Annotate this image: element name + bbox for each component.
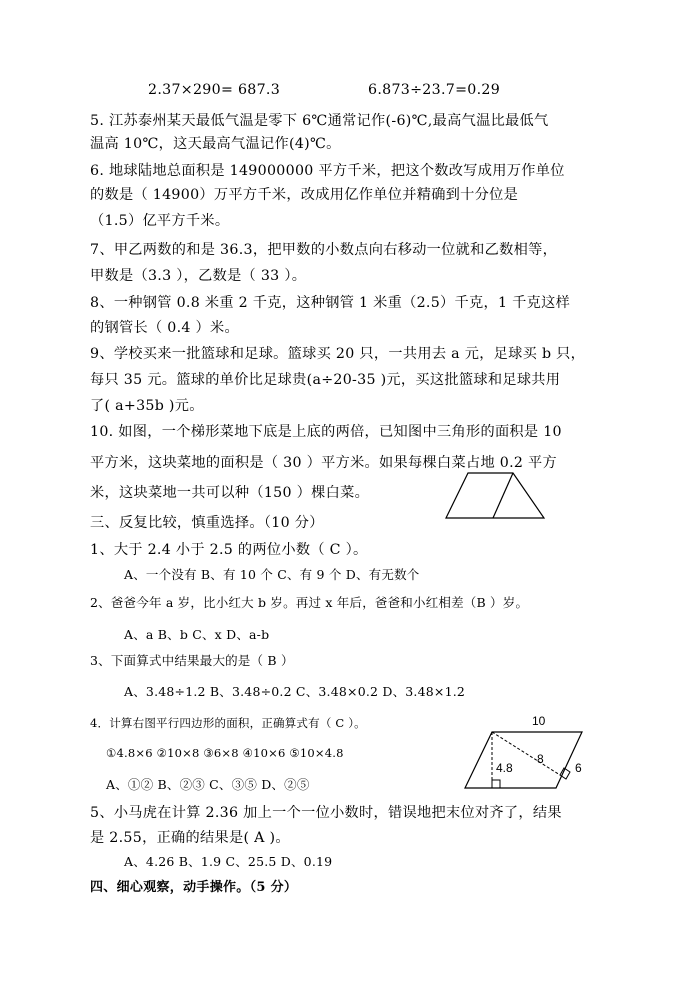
choice-q4-formulas: ①4.8×6 ②10×8 ③6×8 ④10×6 ⑤10×4.8	[106, 746, 344, 760]
choice-q2-options: A、a B、b C、x D、a-b	[124, 627, 270, 642]
parallelogram-top-label: 10	[532, 714, 546, 728]
choice-q1-options: A、一个没有 B、有 10 个 C、有 9 个 D、有无数个	[124, 567, 420, 582]
question-9-line-3: 了( a+35b )元。	[90, 398, 204, 414]
parallelogram-height-label: 4.8	[496, 761, 513, 775]
question-8-line-2: 的钢管长（ 0.4 ）米。	[90, 320, 239, 336]
section-3-heading: 三、反复比较，慎重选择。（10 分）	[90, 515, 324, 531]
question-6-line-3: （1.5）亿平方千米。	[90, 213, 230, 229]
calc-line-2: 6.873÷23.7=0.29	[368, 82, 501, 98]
choice-q1-stem: 1、大于 2.4 小于 2.5 的两位小数（ C ）。	[90, 542, 368, 558]
question-6-line-2: 的数是（ 14900）万平方千米，改成用亿作单位并精确到十分位是	[90, 187, 519, 203]
parallelogram-side-label: 6	[575, 761, 582, 775]
question-10-line-3: 米，这块菜地一共可以种（150 ）棵白菜。	[90, 485, 370, 501]
trapezoid-figure	[440, 468, 552, 522]
question-10-line-1: 10. 如图，一个梯形菜地下底是上底的两倍，已知图中三角形的面积是 10	[90, 424, 562, 440]
parallelogram-diagonal-label: 8	[537, 752, 544, 766]
choice-q5-line-2: 是 2.55，正确的结果是( A )。	[90, 830, 290, 846]
choice-q5-options: A、4.26 B、1.9 C、25.5 D、0.19	[124, 854, 333, 869]
question-5-line-2: 温高 10℃，这天最高气温记作(4)℃。	[90, 136, 341, 152]
choice-q4-options: A、①② B、②③ C、③⑤ D、②⑤	[106, 777, 310, 792]
question-5-line-1: 5. 江苏泰州某天最低气温是零下 6℃通常记作(-6)℃,最高气温比最低气	[90, 113, 549, 129]
parallelogram-figure	[460, 710, 590, 792]
question-7-line-2: 甲数是（3.3 ），乙数是（ 33 ）。	[90, 268, 307, 284]
question-8-line-1: 8、一种钢管 0.8 米重 2 千克，这种钢管 1 米重（2.5）千克，1 千克这样	[90, 295, 571, 311]
choice-q5-line-1: 5、小马虎在计算 2.36 加上一个一位小数时，错误地把末位对齐了，结果	[90, 805, 562, 821]
choice-q3-options: A、3.48÷1.2 B、3.48÷0.2 C、3.48×0.2 D、3.48×1.2	[124, 684, 466, 699]
question-6-line-1: 6. 地球陆地总面积是 149000000 平方千米，把这个数改写成用万作单位	[90, 163, 565, 179]
question-9-line-1: 9、学校买来一批篮球和足球。篮球买 20 只，一共用去 a 元，足球买 b 只，	[90, 346, 586, 362]
section-4-heading: 四、细心观察，动手操作。（5 分）	[90, 880, 298, 895]
choice-q2-stem: 2、爸爸今年 a 岁，比小红大 b 岁。再过 x 年后，爸爸和小红相差（B ）岁。	[90, 595, 529, 610]
choice-q3-stem: 3、下面算式中结果最大的是（ B ）	[90, 653, 294, 668]
question-10-line-2: 平方米，这块菜地的面积是（ 30 ）平方米。如果每棵白菜占地 0.2 平方	[90, 455, 558, 471]
question-9-line-2: 每只 35 元。篮球的单价比足球贵(a÷20-35 )元，买这批篮球和足球共用	[90, 372, 561, 388]
calc-line-1: 2.37×290= 687.3	[148, 82, 281, 98]
choice-q4-stem: 4．计算右图平行四边形的面积，正确算式有（ C ）。	[90, 716, 366, 730]
question-7-line-1: 7、甲乙两数的和是 36.3，把甲数的小数点向右移动一位就和乙数相等，	[90, 242, 558, 258]
